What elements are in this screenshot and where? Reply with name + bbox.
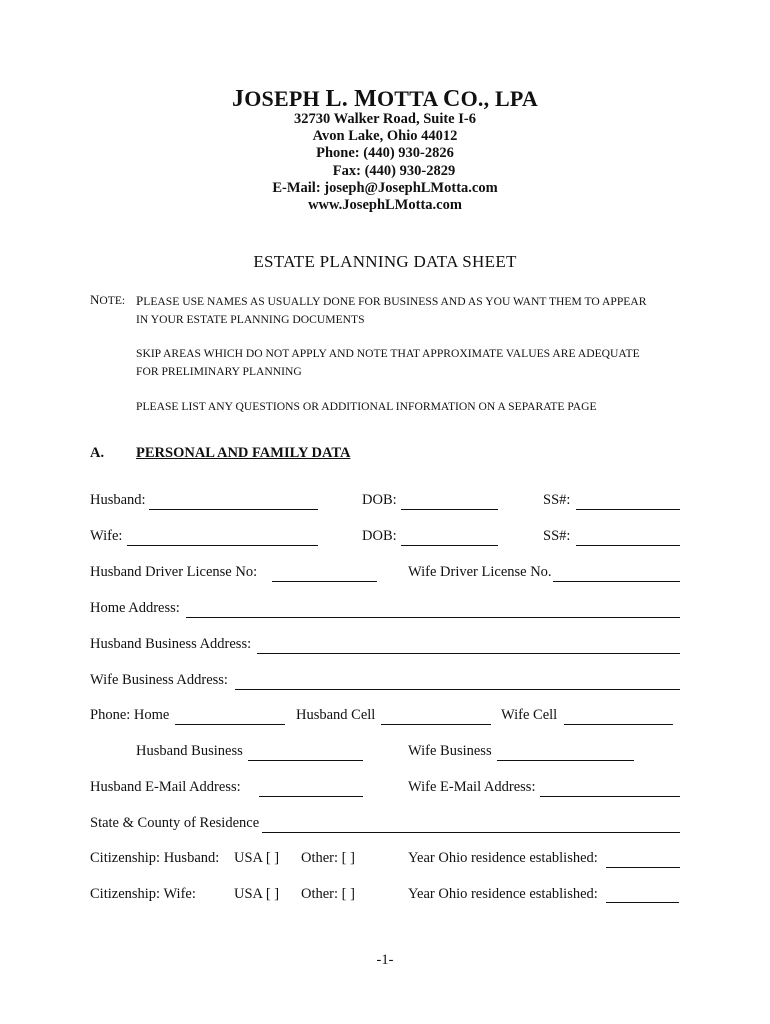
husband-usa-checkbox[interactable]: USA [ ] [234,850,280,866]
fax-line: Fax: (440) 930-2829 [332,162,456,179]
husband-email-label: Husband E-Mail Address: [90,779,241,795]
husband-dob-field[interactable] [401,509,498,510]
husband-cell-field[interactable] [381,724,491,725]
citizenship-wife-label: Citizenship: Wife: [90,886,196,902]
note-paragraph-names: PLEASE USE NAMES AS USUALLY DONE FOR BUSINESS AND AS YOU WANT THEM TO APPEAR IN YOUR ESTATE PLANNING DOCUMENTS [136,293,647,326]
firm-name: JOSEPH L. MOTTA CO., LPA [232,86,538,112]
email-line: E-Mail: joseph@JosephLMotta.com [272,179,498,196]
husband-license-field[interactable] [272,581,377,582]
note-label: NOTE: [90,292,126,307]
wife-dob-label: DOB: [362,528,397,544]
husband-name-field[interactable] [149,509,318,510]
wife-email-label: Wife E-Mail Address: [408,779,536,795]
husband-license-label: Husband Driver License No: [90,564,258,580]
page-number: -1- [376,952,394,968]
citizenship-husband-label: Citizenship: Husband: [90,850,220,866]
phone-home-label: Phone: Home [90,707,170,723]
husband-other-checkbox[interactable]: Other: [ ] [301,850,355,866]
husband-cell-label: Husband Cell [296,707,376,723]
husband-ss-label: SS#: [543,492,571,508]
husband-ohio-residence-field[interactable] [606,867,680,868]
husband-ss-field[interactable] [576,509,680,510]
wife-license-label: Wife Driver License No. [408,564,552,580]
home-address-field[interactable] [186,617,680,618]
wife-dob-field[interactable] [401,545,498,546]
section-title: PERSONAL AND FAMILY DATA [136,445,351,461]
section-letter: A. [90,445,105,461]
wife-business-address-label: Wife Business Address: [90,672,228,688]
husband-dob-label: DOB: [362,492,397,508]
wife-ss-field[interactable] [576,545,680,546]
wife-other-checkbox[interactable]: Other: [ ] [301,886,355,902]
husband-label: Husband: [90,492,146,508]
wife-business-phone-field[interactable] [497,760,634,761]
wife-email-field[interactable] [540,796,680,797]
husband-business-address-field[interactable] [257,653,680,654]
phone-home-field[interactable] [175,724,285,725]
wife-ohio-residence-field[interactable] [606,902,679,903]
husband-business-address-label: Husband Business Address: [90,636,252,652]
wife-business-address-field[interactable] [235,689,680,690]
husband-business-phone-label: Husband Business [136,743,243,759]
home-address-label: Home Address: [90,600,180,616]
wife-cell-field[interactable] [564,724,673,725]
note-paragraph-skip: SKIP AREAS WHICH DO NOT APPLY AND NOTE THAT APPROXIMATE VALUES ARE ADEQUATE FOR PRELIMINARY PLANNING [136,347,640,378]
husband-email-field[interactable] [259,796,363,797]
city-state-zip: Avon Lake, Ohio 44012 [312,128,458,145]
husband-ohio-residence-label: Year Ohio residence established: [408,850,598,866]
website-line: www.JosephLMotta.com [308,196,462,213]
wife-ss-label: SS#: [543,528,571,544]
state-county-field[interactable] [262,832,680,833]
street-address: 32730 Walker Road, Suite I-6 [294,111,476,127]
note-paragraph-questions: PLEASE LIST ANY QUESTIONS OR ADDITIONAL INFORMATION ON A SEPARATE PAGE [136,400,597,413]
wife-business-phone-label: Wife Business [408,743,492,759]
husband-business-phone-field[interactable] [248,760,363,761]
wife-license-field[interactable] [553,581,680,582]
wife-cell-label: Wife Cell [501,707,558,723]
wife-ohio-residence-label: Year Ohio residence established: [408,886,598,902]
state-county-label: State & County of Residence [90,815,260,831]
phone-line: Phone: (440) 930-2826 [316,145,454,162]
document-title: ESTATE PLANNING DATA SHEET [253,252,517,271]
wife-name-field[interactable] [127,545,318,546]
wife-label: Wife: [90,528,123,544]
firm-address-block [0,111,770,214]
wife-usa-checkbox[interactable]: USA [ ] [234,886,280,902]
